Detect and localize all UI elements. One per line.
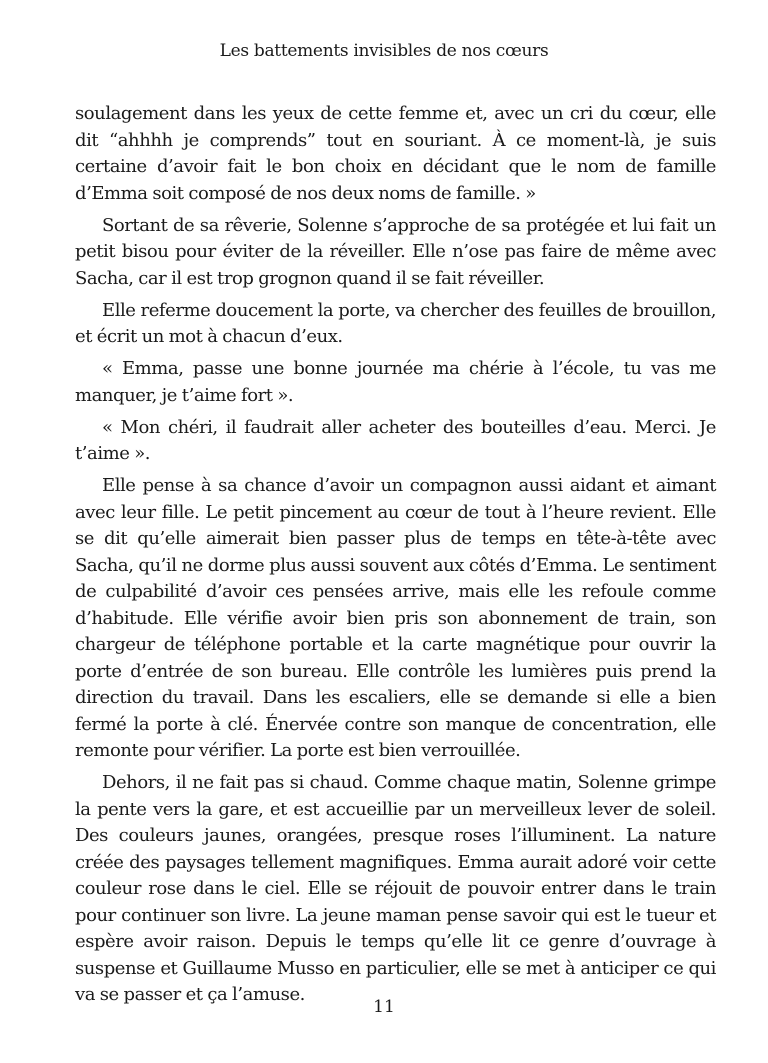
paragraph-continued: soulagement dans les yeux de cette femme et, avec un cri du cœur, elle dit “ahhhh je comprends” tout en souriant. À ce moment-là, je suis certaine d’avoir fait le bon choix en décidant que le nom de famille d’Emma soit composé de nos deux noms de famille. »	[75, 103, 716, 204]
paragraph: « Mon chéri, il faudrait aller acheter des bouteilles d’eau. Merci. Je t’aime ».	[75, 416, 716, 464]
paragraph: Sortant de sa rêverie, Solenne s’approche de sa protégée et lui fait un petit bisou pour éviter de la réveiller. Elle n’ose pas faire de même avec Sacha, car il est trop grognon quand il se fait réveiller.	[75, 214, 716, 289]
body-text	[75, 101, 716, 1014]
paragraph: Elle referme doucement la porte, va chercher des feuilles de brouillon, et écrit un mot à chacun d’eux.	[75, 299, 716, 347]
running-header-title: Les battements invisibles de nos cœurs	[219, 41, 549, 61]
paragraph: Dehors, il ne fait pas si chaud. Comme chaque matin, Solenne grimpe la pente vers la gare, et est accueillie par un merveilleux lever de soleil. Des couleurs jaunes, orangées, presque roses l’illuminent. La nature créée des paysages tellement magnifiques. Emma aurait adoré voir cette couleur rose dans le ciel. Elle se réjouit de pouvoir entrer dans le train pour continuer son livre. La jeune maman pense savoir qui est le tueur et espère avoir raison. Depuis le temps qu’elle lit ce genre d’ouvrage à suspense et Guillaume Musso en particulier, elle se met à anticiper ce qui va se passer et ça l’amuse.	[75, 772, 716, 1005]
paragraph: Elle pense à sa chance d’avoir un compagnon aussi aidant et aimant avec leur fille. Le petit pincement au cœur de tout à l’heure revient. Elle se dit qu’elle aimerait bien passer plus de temps en tête-à-tête avec Sacha, qu’il ne dorme plus aussi souvent aux côtés d’Emma. Le sentiment de culpabilité d’avoir ces pensées arrive, mais elle les refoule comme d’habitude. Elle vérifie avoir bien pris son abonnement de train, son chargeur de téléphone portable et la carte magnétique pour ouvrir la porte d’entrée de son bureau. Elle contrôle les lumières puis prend la direction du travail. Dans les escaliers, elle se demande si elle a bien fermé la porte à clé. Énervée contre son manque de concentration, elle remonte pour vérifier. La porte est bien verrouillée.	[75, 475, 716, 761]
page-number: 11	[373, 997, 395, 1017]
paragraph: « Emma, passe une bonne journée ma chérie à l’école, tu vas me manquer, je t’aime fort ».	[75, 358, 716, 406]
